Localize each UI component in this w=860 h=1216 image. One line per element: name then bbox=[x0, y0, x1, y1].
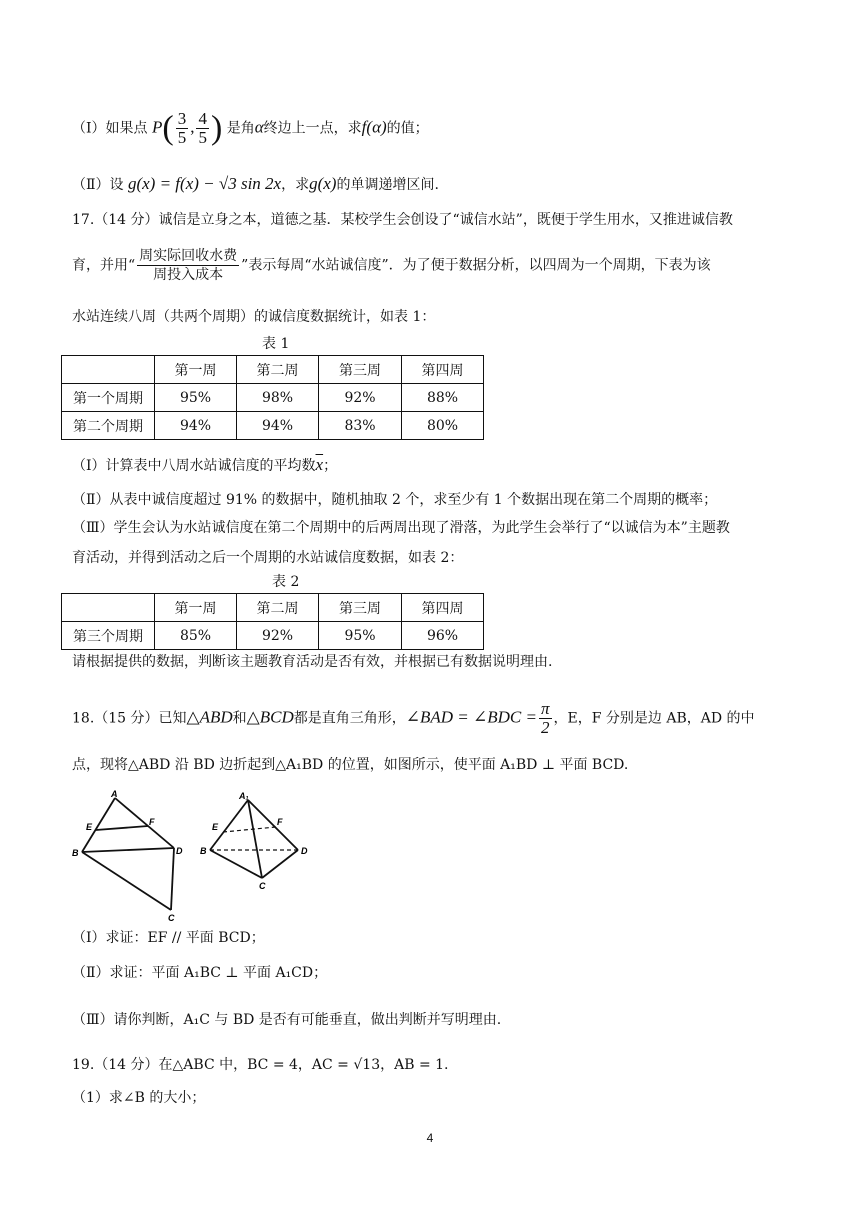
table-cell: 92% bbox=[237, 622, 319, 650]
table-cell: 96% bbox=[402, 622, 484, 650]
table-cell: 83% bbox=[319, 412, 402, 440]
label-C: C bbox=[259, 881, 266, 891]
row-label: 第二个周期 bbox=[62, 412, 155, 440]
row-label: 第一个周期 bbox=[62, 384, 155, 412]
table-header-row bbox=[62, 356, 484, 384]
header-cell: 第四周 bbox=[402, 356, 484, 384]
q1-label: （Ⅰ）如果点 bbox=[72, 120, 148, 137]
text: ”表示每周“水站诚信度”．为了便于数据分析，以四周为一个周期，下表为该 bbox=[241, 257, 711, 274]
p17-q3-line2: 育活动，并得到活动之后一个周期的水站诚信度数据，如表 2： bbox=[72, 550, 464, 566]
num: 4 bbox=[198, 109, 207, 128]
table-2 bbox=[61, 593, 484, 650]
num: π bbox=[540, 699, 550, 718]
p17-q3-end: 请根据提供的数据，判断该主题教育活动是否有效，并根据已有数据说明理由. bbox=[72, 654, 553, 670]
arg-alpha: (α) bbox=[366, 117, 387, 137]
header-cell: 第一周 bbox=[155, 594, 237, 622]
g-of-x: g(x) bbox=[309, 174, 337, 193]
frac-denominator: 周投入成本 bbox=[153, 267, 224, 283]
p19-q1: （1）求∠B 的大小； bbox=[72, 1090, 206, 1106]
p17-line2 bbox=[72, 247, 711, 284]
p18-line2: 点，现将△ABD 沿 BD 边折起到△A₁BD 的位置，如图所示，使平面 A₁BD ⊥ 平面 BCD. bbox=[72, 757, 629, 773]
label-D: D bbox=[301, 846, 308, 856]
p17-q3-line1: （Ⅲ）学生会认为水站诚信度在第二个周期中的后两周出现了滑落，为此学生会举行了“以诚信为本”主题教 bbox=[72, 520, 730, 536]
table-row bbox=[62, 622, 484, 650]
text: 都是直角三角形， bbox=[293, 710, 406, 727]
header-cell: 第二周 bbox=[237, 594, 319, 622]
label-F: F bbox=[149, 817, 155, 827]
angle-equation: ∠BAD = ∠BDC = bbox=[405, 707, 537, 727]
label-D: D bbox=[176, 846, 183, 856]
p18-line1 bbox=[72, 700, 755, 737]
table-cell: 98% bbox=[237, 384, 319, 412]
header-cell: 第二周 bbox=[237, 356, 319, 384]
triangle-BCD: △BCD bbox=[246, 707, 294, 727]
table-cell: 88% bbox=[402, 384, 484, 412]
table-cell: 92% bbox=[319, 384, 402, 412]
p18-q1: （Ⅰ）求证：EF // 平面 BCD； bbox=[72, 930, 265, 946]
label-A1: A₁ bbox=[239, 791, 249, 801]
p17-q1 bbox=[72, 455, 337, 476]
p16-q1 bbox=[72, 110, 429, 147]
alpha: α bbox=[254, 117, 264, 137]
header-cell: 第三周 bbox=[319, 594, 402, 622]
table-cell: 95% bbox=[319, 622, 402, 650]
p19-line1: 19.（14 分）在△ABC 中，BC = 4，AC = √13，AB = 1. bbox=[72, 1057, 449, 1073]
text: 育，并用“ bbox=[72, 257, 136, 274]
text: 终边上一点，求 bbox=[263, 120, 362, 137]
den: 5 bbox=[177, 128, 187, 147]
header-cell bbox=[62, 594, 155, 622]
honesty-fraction bbox=[137, 247, 239, 284]
table-1 bbox=[61, 355, 484, 440]
header-cell bbox=[62, 356, 155, 384]
num: 3 bbox=[177, 109, 187, 128]
text: 18.（15 分）已知 bbox=[72, 710, 187, 727]
table-header-row bbox=[62, 594, 484, 622]
table-row bbox=[62, 412, 484, 440]
frac-numerator: 周实际回收水费 bbox=[139, 248, 238, 264]
p17-line3: 水站连续八周（共两个周期）的诚信度数据统计，如表 1： bbox=[72, 309, 436, 325]
label-F: F bbox=[277, 817, 283, 827]
text: ，E，F 分别是边 AB，AD 的中 bbox=[553, 710, 755, 727]
p18-q2: （Ⅱ）求证：平面 A₁BC ⊥ 平面 A₁CD； bbox=[72, 965, 328, 981]
triangle-ABD: △ABD bbox=[186, 707, 233, 727]
table-cell: 95% bbox=[155, 384, 237, 412]
p17-line1: 17.（14 分）诚信是立身之本，道德之基．某校学生会创设了“诚信水站”，既便于学生用水，又推进诚信教 bbox=[72, 212, 733, 228]
p18-q3: （Ⅲ）请你判断，A₁C 与 BD 是否有可能垂直，做出判断并写明理由. bbox=[72, 1012, 502, 1028]
p16-q2 bbox=[72, 174, 439, 195]
label-E: E bbox=[86, 822, 93, 832]
table-cell: 94% bbox=[155, 412, 237, 440]
frac-4-5 bbox=[196, 110, 209, 147]
func-f: f bbox=[361, 117, 367, 137]
label-C: C bbox=[168, 913, 175, 923]
figure-right bbox=[210, 800, 298, 878]
right-paren: ) bbox=[210, 109, 223, 147]
text: 的值； bbox=[386, 120, 429, 137]
den: 5 bbox=[198, 128, 207, 147]
table2-caption: 表 2 bbox=[272, 574, 300, 590]
frac-3-5 bbox=[176, 110, 189, 147]
table-row bbox=[62, 384, 484, 412]
figure-left bbox=[82, 798, 174, 910]
table-cell: 94% bbox=[237, 412, 319, 440]
p17-q2: （Ⅱ）从表中诚信度超过 91% 的数据中，随机抽取 2 个，求至少有 1 个数据出现在第二个周期的概率； bbox=[72, 492, 718, 508]
comma: , bbox=[190, 117, 195, 137]
label-E: E bbox=[212, 822, 219, 832]
x-bar: $\overline{x}$ bbox=[315, 455, 324, 474]
g-definition: g(x) = f(x) − √3 sin 2x bbox=[127, 174, 282, 193]
header-cell: 第四周 bbox=[402, 594, 484, 622]
label-A: A bbox=[111, 790, 118, 799]
label-B: B bbox=[72, 848, 79, 858]
table-cell: 80% bbox=[402, 412, 484, 440]
text: 和 bbox=[232, 710, 247, 727]
text: 的单调递增区间. bbox=[336, 177, 439, 193]
text: ，求 bbox=[281, 177, 310, 193]
text: ； bbox=[323, 458, 338, 474]
fold-figure bbox=[70, 790, 330, 925]
left-paren: ( bbox=[162, 109, 174, 147]
point-P: P bbox=[151, 117, 163, 137]
text: （Ⅰ）计算表中八周水站诚信度的平均数 bbox=[72, 458, 316, 474]
header-cell: 第一周 bbox=[155, 356, 237, 384]
den: 2 bbox=[540, 718, 550, 737]
table1-caption: 表 1 bbox=[262, 336, 290, 352]
page-number: 4 bbox=[426, 1131, 434, 1145]
label-B: B bbox=[200, 846, 207, 856]
header-cell: 第三周 bbox=[319, 356, 402, 384]
text: 是角 bbox=[226, 120, 255, 137]
table-cell: 85% bbox=[155, 622, 237, 650]
q2-label: （Ⅱ）设 bbox=[72, 177, 124, 193]
row-label: 第三个周期 bbox=[62, 622, 155, 650]
pi-over-2 bbox=[539, 700, 552, 737]
